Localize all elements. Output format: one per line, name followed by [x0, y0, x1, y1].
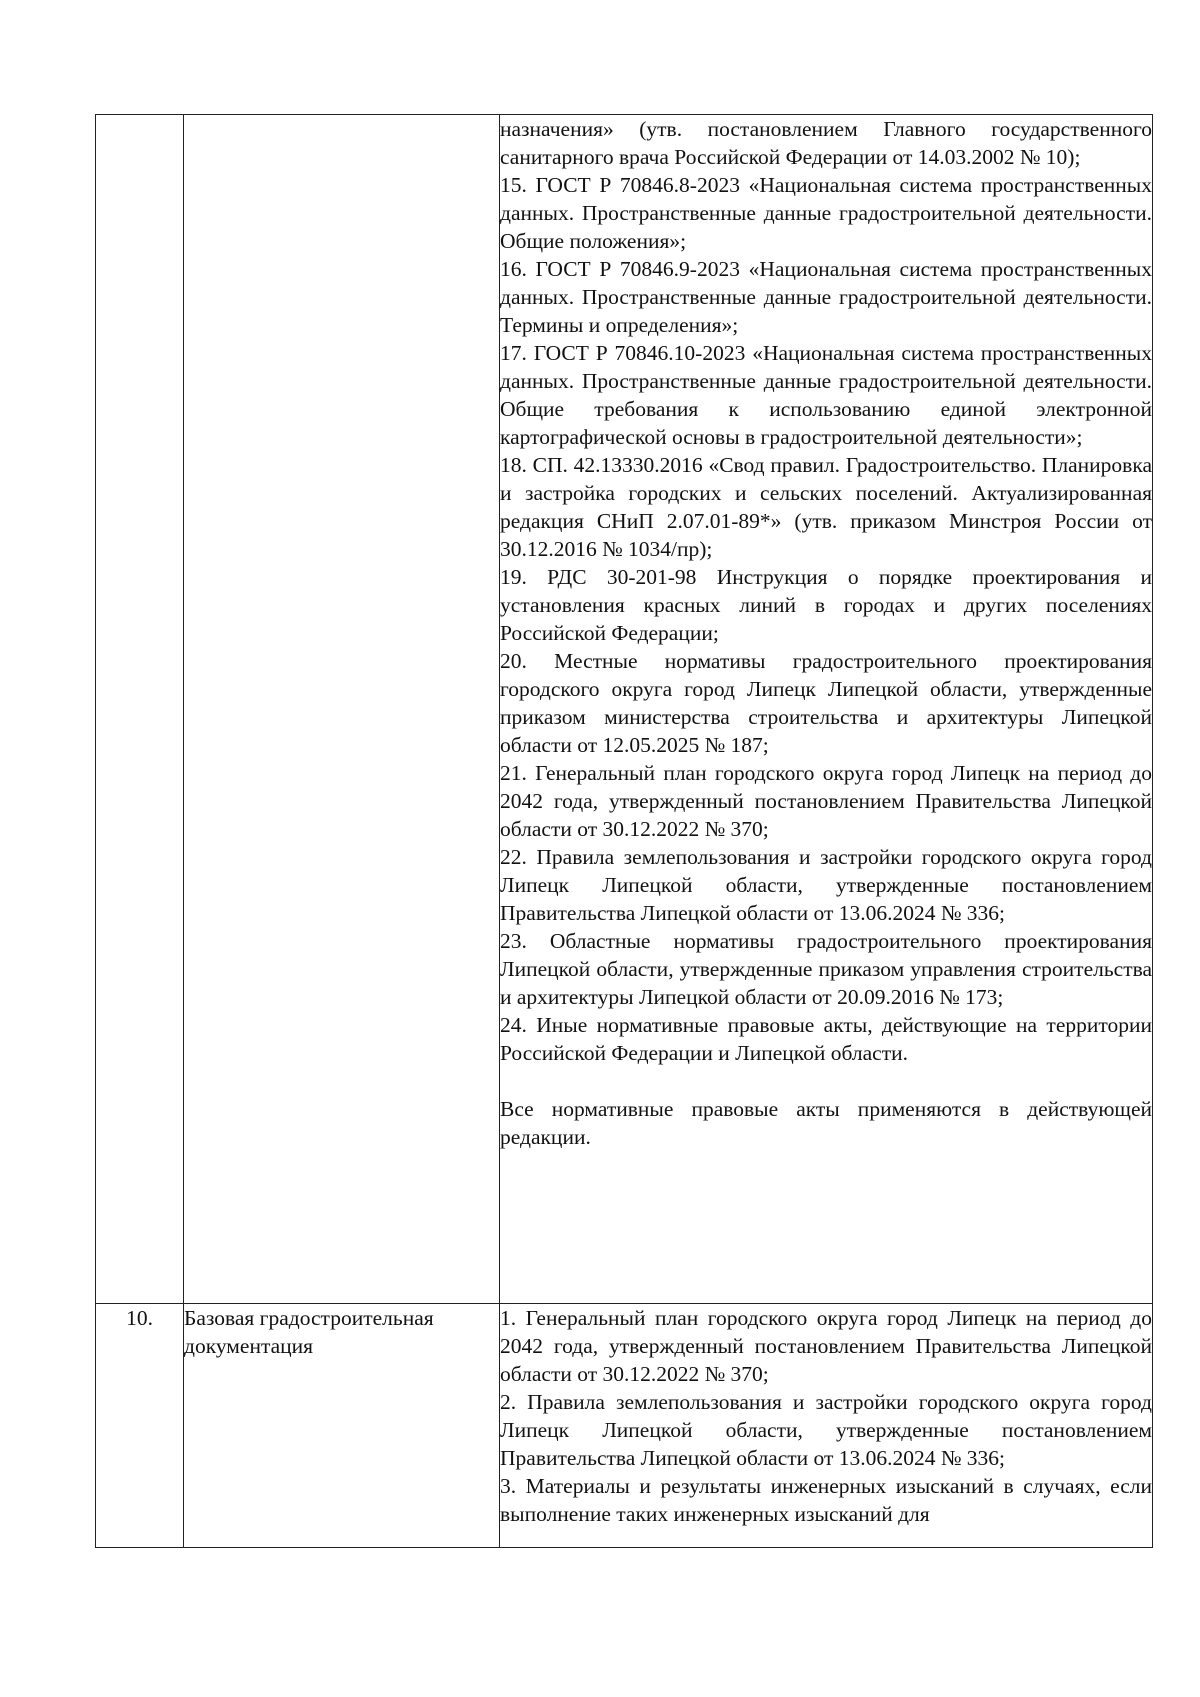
row-content-cell: [500, 1304, 1153, 1548]
list-item: 24. Иные нормативные правовые акты, действующие на территории Российской Федерации и Липецкой области.: [500, 1013, 1152, 1065]
row-name-cell: Базовая градостроительная документация: [184, 1304, 500, 1548]
table-row: [96, 115, 1153, 1304]
table-row: [96, 1304, 1153, 1548]
row-content-cell: [500, 115, 1153, 1304]
note-paragraph: Все нормативные правовые акты применяются в действующей редакции.: [500, 1097, 1152, 1149]
list-item: 19. РДС 30-201-98 Инструкция о порядке проектирования и установления красных линий в городах и других поселениях Российской Федерации;: [500, 565, 1152, 645]
spacer: [500, 1067, 1152, 1095]
list-item: 18. СП. 42.13330.2016 «Свод правил. Градостроительство. Планировка и застройка городских и сельских поселений. Актуализированная редакция СНиП 2.07.01-89*» (утв. приказом Минстроя России от 30.12.2016 № 1034/пр);: [500, 453, 1152, 561]
list-item: 22. Правила землепользования и застройки городского округа город Липецк Липецкой области, утвержденные постановлением Правительства Липецкой области от 13.06.2024 № 336;: [500, 845, 1152, 925]
list-item: 21. Генеральный план городского округа город Липецк на период до 2042 года, утвержденный постановлением Правительства Липецкой области от 30.12.2022 № 370;: [500, 761, 1152, 841]
row-name-cell: [184, 115, 500, 1304]
list-item: 2. Правила землепользования и застройки городского округа город Липецк Липецкой области, утвержденные постановлением Правительства Липецкой области от 13.06.2024 № 336;: [500, 1390, 1152, 1470]
list-item: 1. Генеральный план городского округа город Липецк на период до 2042 года, утвержденный постановлением Правительства Липецкой области от 30.12.2022 № 370;: [500, 1306, 1152, 1386]
requirements-table: [95, 114, 1153, 1548]
list-item: 3. Материалы и результаты инженерных изысканий в случаях, если выполнение таких инженерных изысканий для: [500, 1474, 1152, 1526]
list-item: назначения» (утв. постановлением Главного государственного санитарного врача Российской Федерации от 14.03.2002 № 10);: [500, 117, 1152, 169]
list-item: 15. ГОСТ Р 70846.8-2023 «Национальная система пространственных данных. Пространственные данные градостроительной деятельности. Общие положения»;: [500, 173, 1152, 253]
row-number-cell: [96, 115, 184, 1304]
list-item: 20. Местные нормативы градостроительного проектирования городского округа город Липецк Липецкой области, утвержденные приказом министерства строительства и архитектуры Липецкой области от 12.05.2025 № 187;: [500, 649, 1152, 757]
list-item: 23. Областные нормативы градостроительного проектирования Липецкой области, утвержденные приказом управления строительства и архитектуры Липецкой области от 20.09.2016 № 173;: [500, 929, 1152, 1009]
row-number-cell: 10.: [96, 1304, 184, 1548]
list-item: 17. ГОСТ Р 70846.10-2023 «Национальная система пространственных данных. Пространственные данные градостроительной деятельности. Общие требования к использованию единой электронной картографической основы в градостроительной деятельности»;: [500, 341, 1152, 449]
list-item: 16. ГОСТ Р 70846.9-2023 «Национальная система пространственных данных. Пространственные данные градостроительной деятельности. Термины и определения»;: [500, 257, 1152, 337]
